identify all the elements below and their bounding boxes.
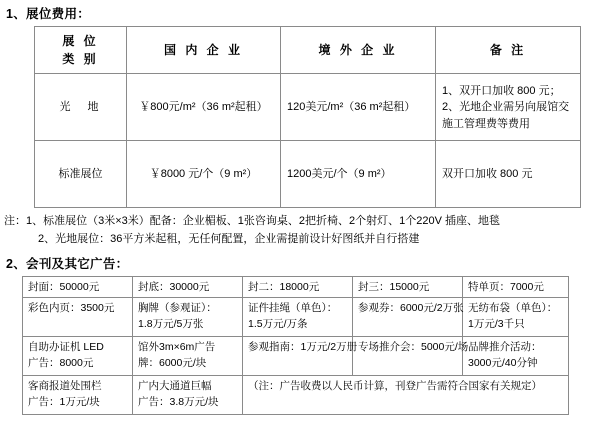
table-row <box>23 276 569 297</box>
cell-overseas-price-raw-space: 120美元/m²（36 m²起租） <box>281 74 436 141</box>
cell-self-service-led-line1: 自助办证机 LED <box>28 341 104 354</box>
section-heading-catalog-ads: 2、会刊及其它广告： <box>6 256 129 271</box>
booth-fee-note-line-2: 2、光地展位：36平方米起租，无任何配置，企业需提前设计好图纸并自行搭建 <box>38 233 420 246</box>
cell-visitor-registration-fence <box>23 376 133 415</box>
booth-fee-note-line-1: 注：1、标准展位（3米×3米）配备：企业楣板、1张咨询桌、2把折椅、2个射灯、1个220V 插座、地毯 <box>4 215 500 228</box>
cell-self-service-led <box>23 337 133 376</box>
cell-badge-lanyard-line2: 1.5万元/万条 <box>248 318 308 331</box>
cell-special-promotion-session <box>353 337 469 376</box>
header-booth-category-line1: 展 位 <box>62 34 99 49</box>
cell-outdoor-billboard <box>133 337 243 376</box>
advertising-note-text: （注：广告收费以人民币计算，刊登广告需符合国家有关规定） <box>248 380 542 393</box>
cell-color-inside-page <box>23 298 133 337</box>
cell-special-promotion-session-line1: 专场推介会：5000元/场 <box>358 341 469 354</box>
cell-special-single-page-line1: 特单页：7000元 <box>468 280 544 293</box>
cell-corridor-banner-line1: 广内大通道巨幅 <box>138 380 212 393</box>
cell-category-standard-booth: 标准展位 <box>35 141 127 208</box>
booth-fee-table <box>34 26 581 208</box>
cell-domestic-price-raw-space: ￥800元/m²（36 m²起租） <box>127 74 281 141</box>
table-row <box>35 74 581 141</box>
cell-visitor-guide <box>243 337 358 376</box>
table-row <box>23 376 569 415</box>
header-booth-category <box>35 27 127 74</box>
cell-non-woven-bag <box>463 298 569 337</box>
cell-visitor-ticket-line1: 参观券：6000元/2万张 <box>358 302 464 315</box>
cell-domestic-price-standard-booth: ￥8000 元/个（9 m²） <box>127 141 281 208</box>
cell-inside-front-cover-line1: 封二：18000元 <box>248 280 320 293</box>
table-header-row <box>35 27 581 74</box>
cell-back-cover-line1: 封底：30000元 <box>138 280 210 293</box>
cell-visitor-registration-fence-line2: 广告：1万元/块 <box>28 396 100 409</box>
cell-visitor-guide-line1: 参观指南：1万元/2万册 <box>248 341 358 354</box>
cell-non-woven-bag-line2: 1万元/3千只 <box>468 318 525 331</box>
cell-visitor-ticket <box>353 298 463 337</box>
cell-brand-promotion-activity-line2: 3000元/40分钟 <box>468 357 538 370</box>
cell-badge-lanyard <box>243 298 353 337</box>
cell-badge-lanyard-line1: 证件挂绳（单色）： <box>248 302 338 315</box>
cell-advertising-note <box>243 376 569 415</box>
cell-front-cover <box>23 276 133 297</box>
cell-outdoor-billboard-line2: 牌：6000元/块 <box>138 357 207 370</box>
cell-brand-promotion-activity-line1: 品牌推介活动： <box>468 341 542 354</box>
header-overseas-enterprise: 境 外 企 业 <box>281 27 436 74</box>
cell-corridor-banner <box>133 376 243 415</box>
cell-self-service-led-line2: 广告：8000元 <box>28 357 94 370</box>
cell-badge-visitor-pass-line2: 1.8万元/5万张 <box>138 318 204 331</box>
cell-front-cover-line1: 封面：50000元 <box>28 280 100 293</box>
remark-line-3: 施工管理费等费用 <box>442 117 530 130</box>
header-booth-category-line2: 类 别 <box>62 52 99 67</box>
booth-fee-notes <box>4 212 600 248</box>
cell-overseas-price-standard-booth: 1200美元/个（9 m²） <box>281 141 436 208</box>
table-row <box>23 337 569 376</box>
remark-line-2: 2、光地企业需另向展馆交 <box>442 101 570 113</box>
header-remark: 备 注 <box>436 27 581 74</box>
cell-color-inside-page-line1: 彩色内页：3500元 <box>28 302 115 315</box>
table-row <box>23 298 569 337</box>
cell-inside-front-cover <box>243 276 353 297</box>
booth-fee-table-body <box>35 74 581 208</box>
advertising-price-table <box>22 276 569 415</box>
cell-remark-raw-space <box>436 74 581 141</box>
cell-corridor-banner-line2: 广告：3.8万元/块 <box>138 396 219 409</box>
cell-remark-standard-booth: 双开口加收 800 元 <box>436 141 581 208</box>
cell-non-woven-bag-line1: 无纺布袋（单色）： <box>468 302 558 315</box>
cell-visitor-registration-fence-line1: 客商报道处围栏 <box>28 380 102 393</box>
table-row <box>35 141 581 208</box>
booth-fee-table-header <box>35 27 581 74</box>
remark-line-1: 1、双开口加收 800 元； <box>442 84 561 97</box>
cell-category-raw-space: 光 地 <box>35 74 127 141</box>
cell-inside-back-cover-line1: 封三：15000元 <box>358 280 430 293</box>
cell-inside-back-cover <box>353 276 463 297</box>
cell-brand-promotion-activity <box>463 337 569 376</box>
section-heading-booth-fee: 1、展位费用： <box>6 7 91 21</box>
cell-outdoor-billboard-line1: 馆外3m×6m广告 <box>138 341 216 354</box>
cell-badge-visitor-pass <box>133 298 243 337</box>
header-domestic-enterprise: 国 内 企 业 <box>127 27 281 74</box>
cell-badge-visitor-pass-line1: 胸牌（参观证）： <box>138 302 217 315</box>
cell-back-cover <box>133 276 243 297</box>
advertising-price-table-body <box>23 276 569 414</box>
cell-special-single-page <box>463 276 569 297</box>
